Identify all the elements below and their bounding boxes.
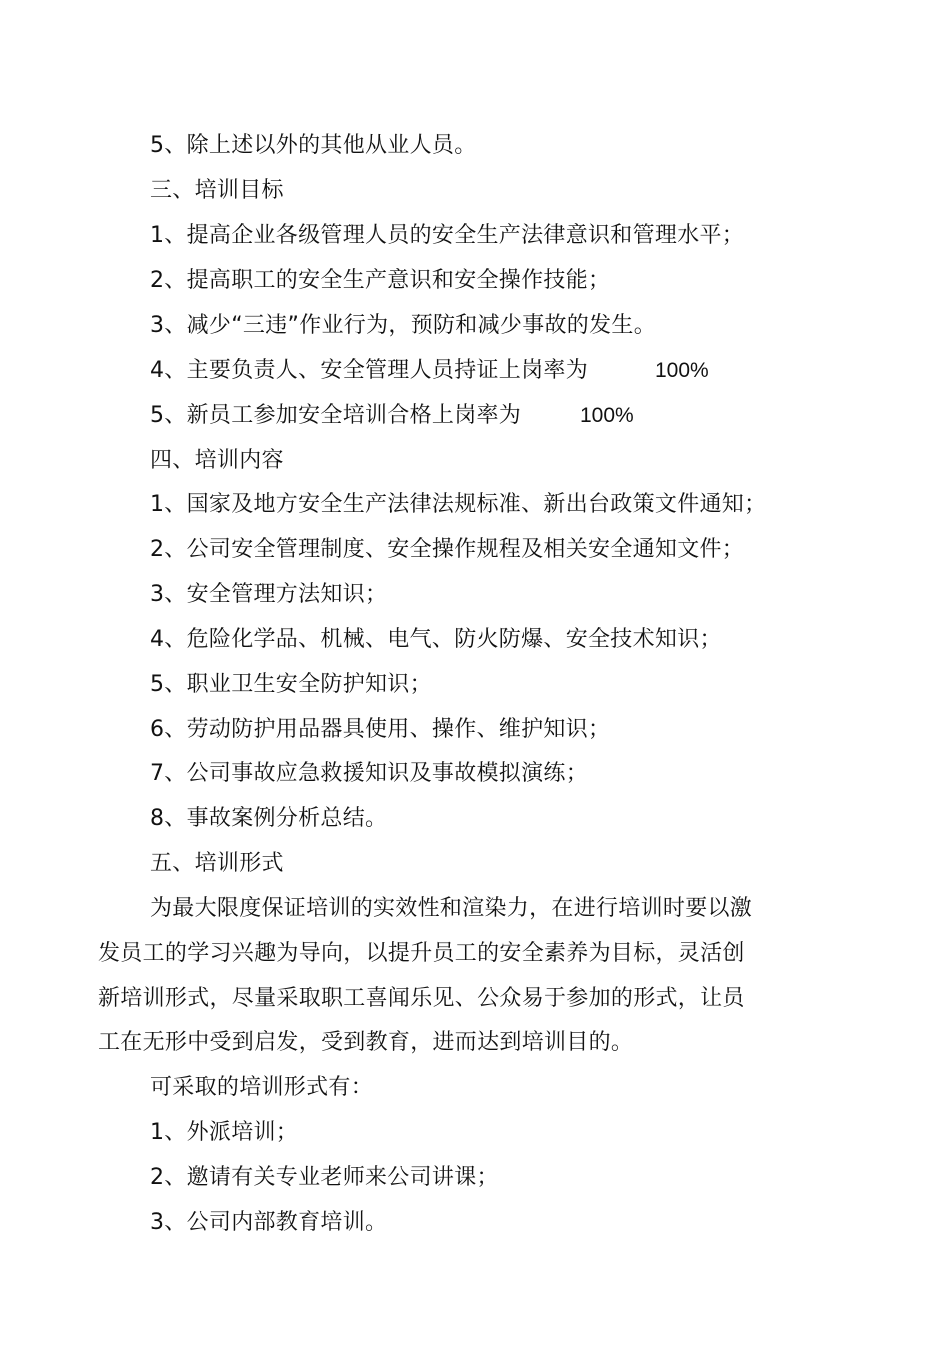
text-line: 5、新员工参加安全培训合格上岗率为 xyxy=(150,403,522,428)
text-line: 2、邀请有关专业老师来公司讲课； xyxy=(150,1165,499,1190)
text-line: 5、职业卫生安全防护知识； xyxy=(150,672,432,697)
text-line: 5、除上述以外的其他从业人员。 xyxy=(150,133,477,158)
paragraph-line: 新培训形式，尽量采取职工喜闻乐见、公众易于参加的形式，让员 xyxy=(98,986,745,1011)
paragraph-line: 发员工的学习兴趣为导向，以提升员工的安全素养为目标，灵活创 xyxy=(98,941,745,966)
text-line: 可采取的培训形式有： xyxy=(150,1075,374,1100)
section-heading: 五、培训形式 xyxy=(150,851,284,876)
rate-value: 100% xyxy=(655,359,709,382)
text-line: 6、劳动防护用品器具使用、操作、维护知识； xyxy=(150,717,611,742)
text-line: 1、国家及地方安全生产法律法规标准、新出台政策文件通知； xyxy=(150,492,767,517)
text-line: 4、主要负责人、安全管理人员持证上岗率为 xyxy=(150,358,588,383)
section-heading: 四、培训内容 xyxy=(150,448,284,473)
text-line: 3、安全管理方法知识； xyxy=(150,582,388,607)
section-heading: 三、培训目标 xyxy=(150,178,284,203)
paragraph-line: 工在无形中受到启发，受到教育，进而达到培训目的。 xyxy=(98,1030,634,1055)
rate-value: 100% xyxy=(580,404,634,427)
text-line: 7、公司事故应急救援知识及事故模拟演练； xyxy=(150,761,588,786)
paragraph-line: 为最大限度保证培训的实效性和渲染力，在进行培训时要以激 xyxy=(150,896,753,921)
text-line: 1、提高企业各级管理人员的安全生产法律意识和管理水平； xyxy=(150,223,745,248)
text-line: 2、提高职工的安全生产意识和安全操作技能； xyxy=(150,268,611,293)
text-line: 8、事故案例分析总结。 xyxy=(150,806,388,831)
text-line: 3、公司内部教育培训。 xyxy=(150,1210,388,1235)
text-line: 2、公司安全管理制度、安全操作规程及相关安全通知文件； xyxy=(150,537,745,562)
text-line: 4、危险化学品、机械、电气、防火防爆、安全技术知识； xyxy=(150,627,722,652)
text-line: 1、外派培训； xyxy=(150,1120,299,1145)
text-line: 3、减少“三违”作业行为，预防和减少事故的发生。 xyxy=(150,313,656,338)
